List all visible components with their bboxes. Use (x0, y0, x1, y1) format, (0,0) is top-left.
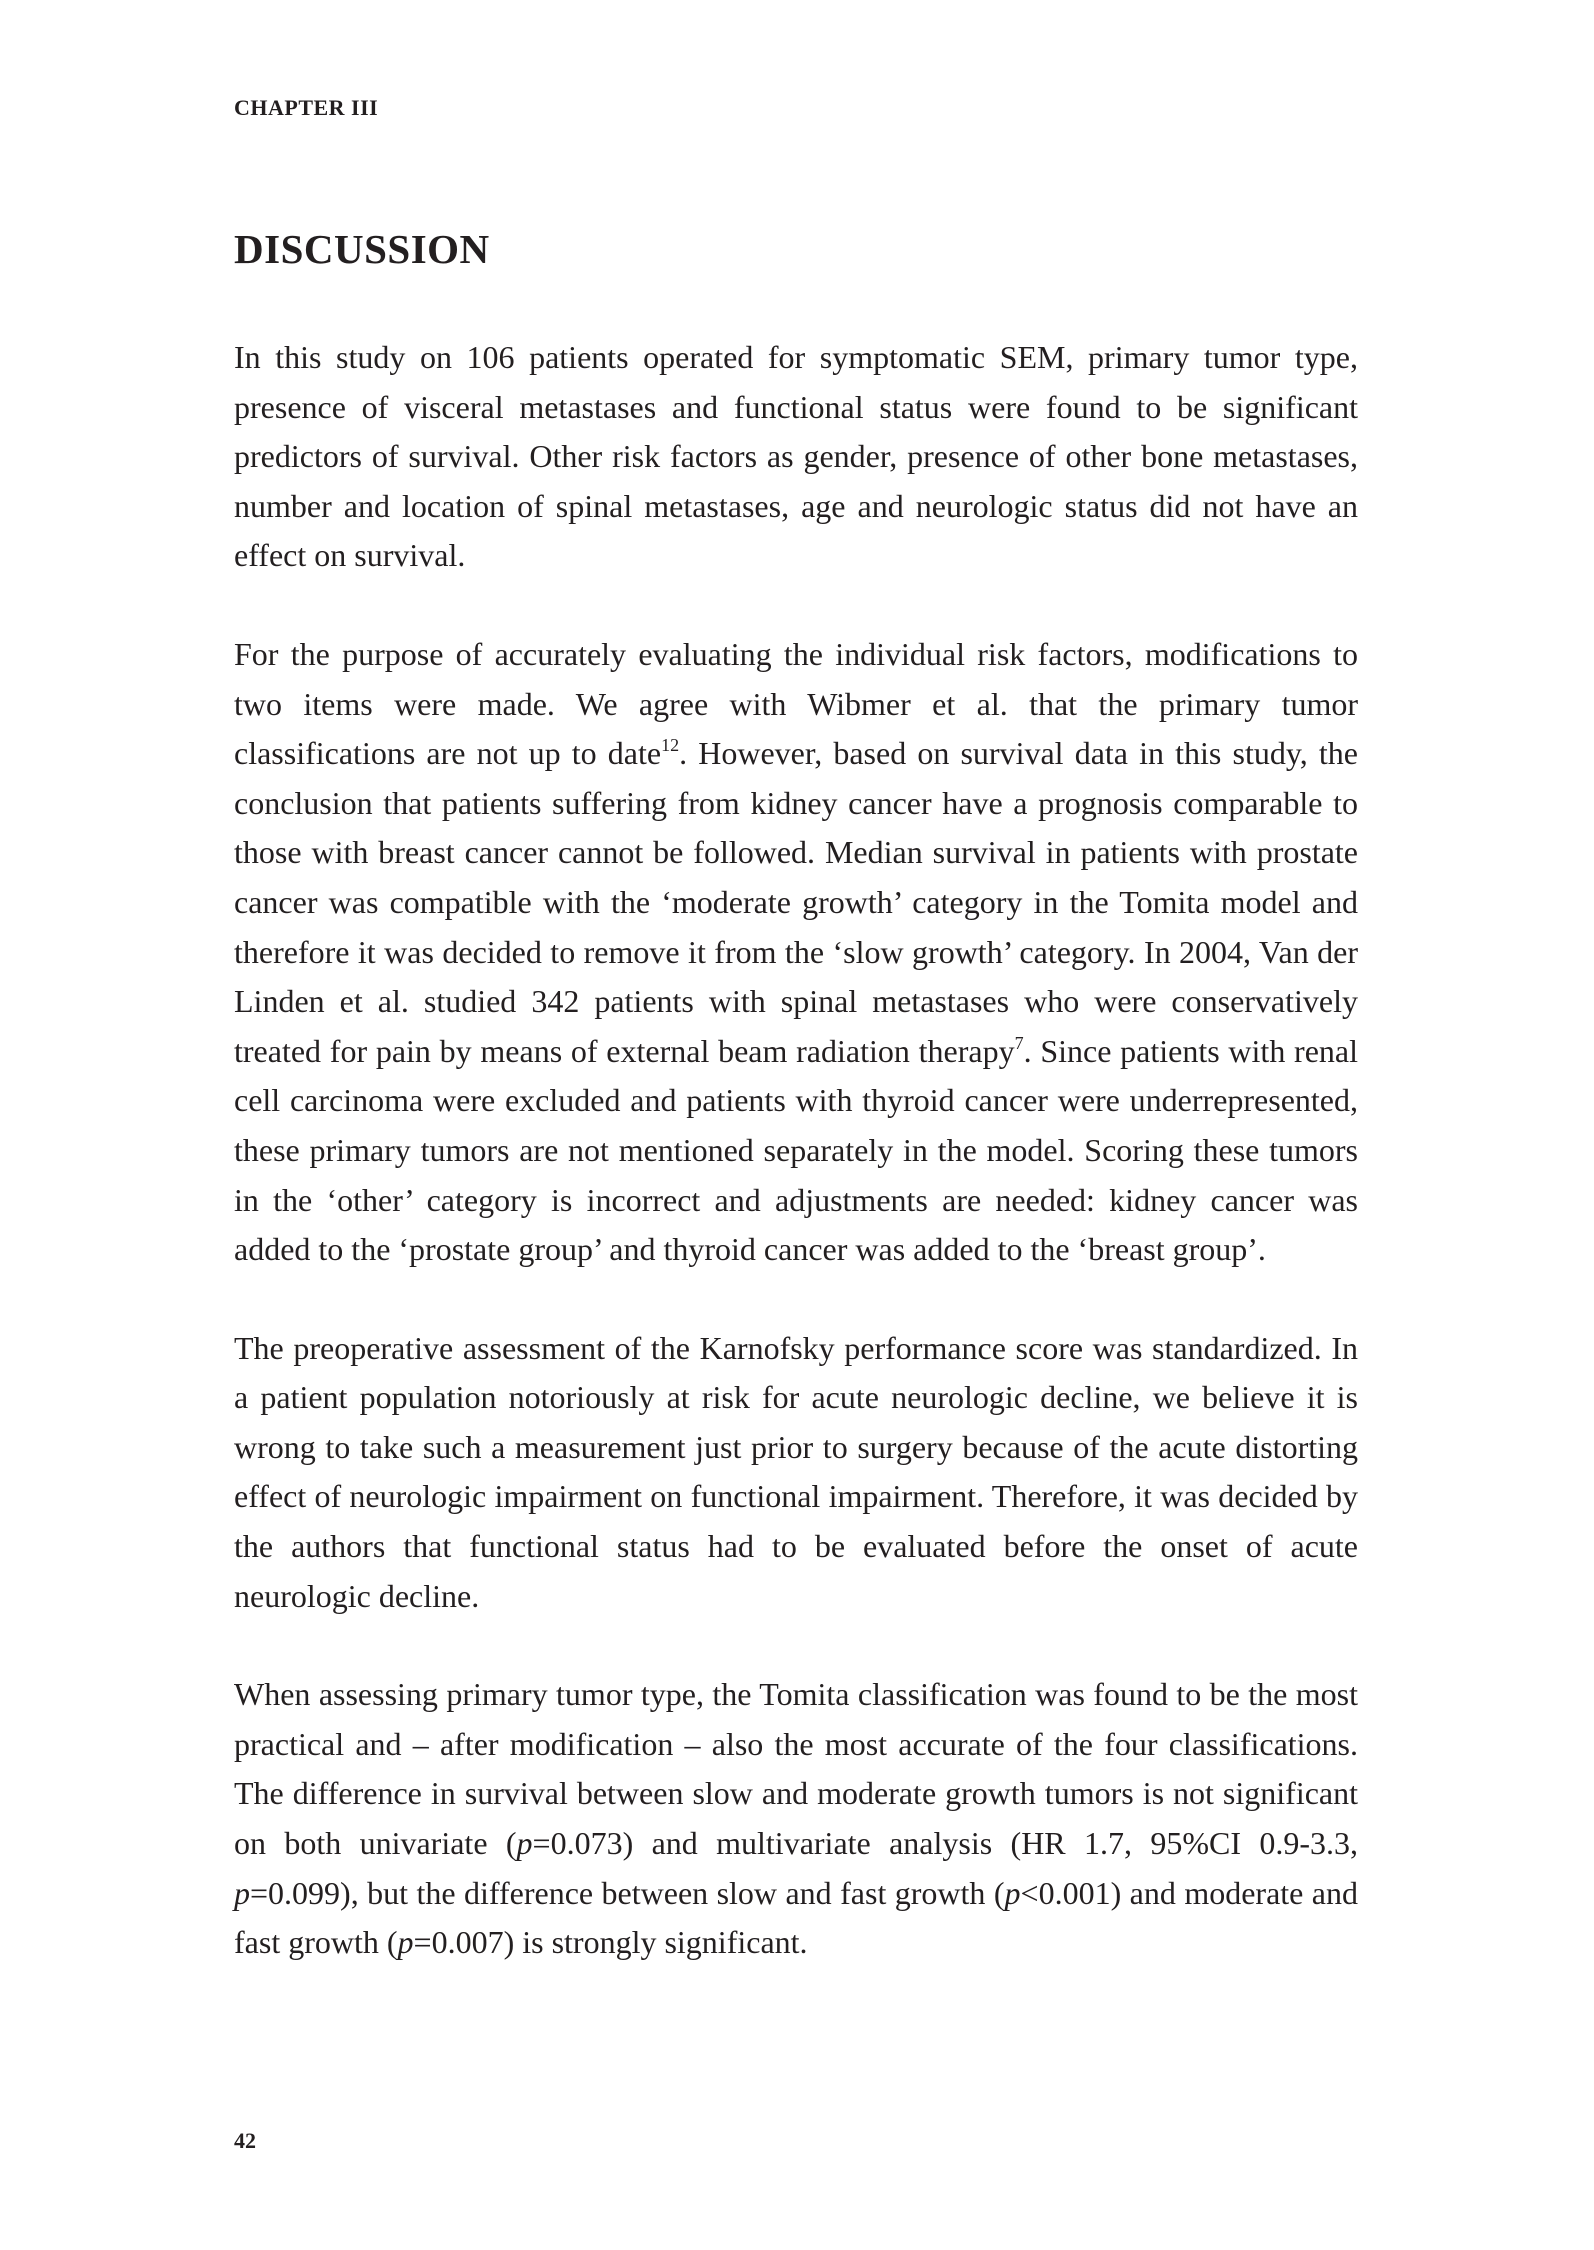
paragraph-1: In this study on 106 patients operated for symptomatic SEM, primary tumor type, presence of visceral metastases and functional status were found to be significant predictors of survival. Other risk factors as gender, presence of other bone metastases, number and location of spinal metastases, age and neurologic status did not have an effect on survival. (234, 339, 1358, 574)
paragraph-4-text-e: =0.007) is strongly significant. (413, 1924, 808, 1961)
citation-ref: 7 (1014, 1032, 1024, 1053)
page-number: 42 (234, 2128, 256, 2153)
p-value-label: p (1004, 1874, 1021, 1911)
p-value-label: p (516, 1825, 533, 1862)
paragraph-4-text-c: =0.099), but the difference between slow and fast growth ( (250, 1874, 1005, 1911)
p-value-label: p (234, 1874, 250, 1911)
paragraph-2 (234, 630, 1358, 1275)
paragraph-3: The preoperative assessment of the Karnofsky performance score was standardized. In a patient population notoriously at risk for acute neurologic decline, we believe it is wrong to take such a measurement just prior to surgery because of the acute distorting effect of neurologic impairment on functional impairment. Therefore, it was decided by the authors that functional status had to be evaluated before the onset of acute neurologic decline. (234, 1329, 1358, 1614)
running-head: CHAPTER III (234, 95, 379, 120)
p-value-label: p (397, 1924, 414, 1961)
paragraph-2-text-c: . Since patients with renal cell carcinoma were excluded and patients with thyroid cancer were underrepresented, these primary tumors are not mentioned separately in the model. Scoring these tumors in the ‘other’ category is incorrect and adjustments are needed: kidney cancer was added to the ‘prostate group’ and thyroid cancer was added to the ‘breast group’. (234, 1032, 1359, 1268)
paragraph-4 (234, 1670, 1358, 1968)
body-text (234, 333, 1358, 1968)
paragraph-2-text-b: . However, based on survival data in this study, the conclusion that patients suffering from kidney cancer have a prognosis comparable to those with breast cancer cannot be followed. Median survival in patients with prostate cancer was compatible with the ‘moderate growth’ category in the Tomita model and therefore it was decided to remove it from the ‘slow growth’ category. In 2004, Van der Linden et al. studied 342 patients with spinal metastases who were conservatively treated for pain by means of external beam radiation therapy (234, 735, 1359, 1069)
paragraph-4-text-b: =0.073) and multivariate analysis (HR 1.7, 95%CI 0.9-3.3, (532, 1825, 1359, 1862)
paragraph-4-text-a: When assessing primary tumor type, the Tomita classification was found to be the most practical and – after modification – also the most accurate of the four classifications. The difference in survival between slow and moderate growth tumors is not significant on both univariate ( (234, 1676, 1358, 1862)
section-title: DISCUSSION (234, 226, 490, 272)
paragraph-2-text-a: For the purpose of accurately evaluating the individual risk factors, modifications to two items were made. We agree with Wibmer et al. that the primary tumor classifications are not up to date (234, 635, 1358, 772)
paragraph-4-text-d: <0.001) and moderate and fast growth ( (234, 1874, 1359, 1961)
citation-ref: 12 (661, 735, 680, 756)
